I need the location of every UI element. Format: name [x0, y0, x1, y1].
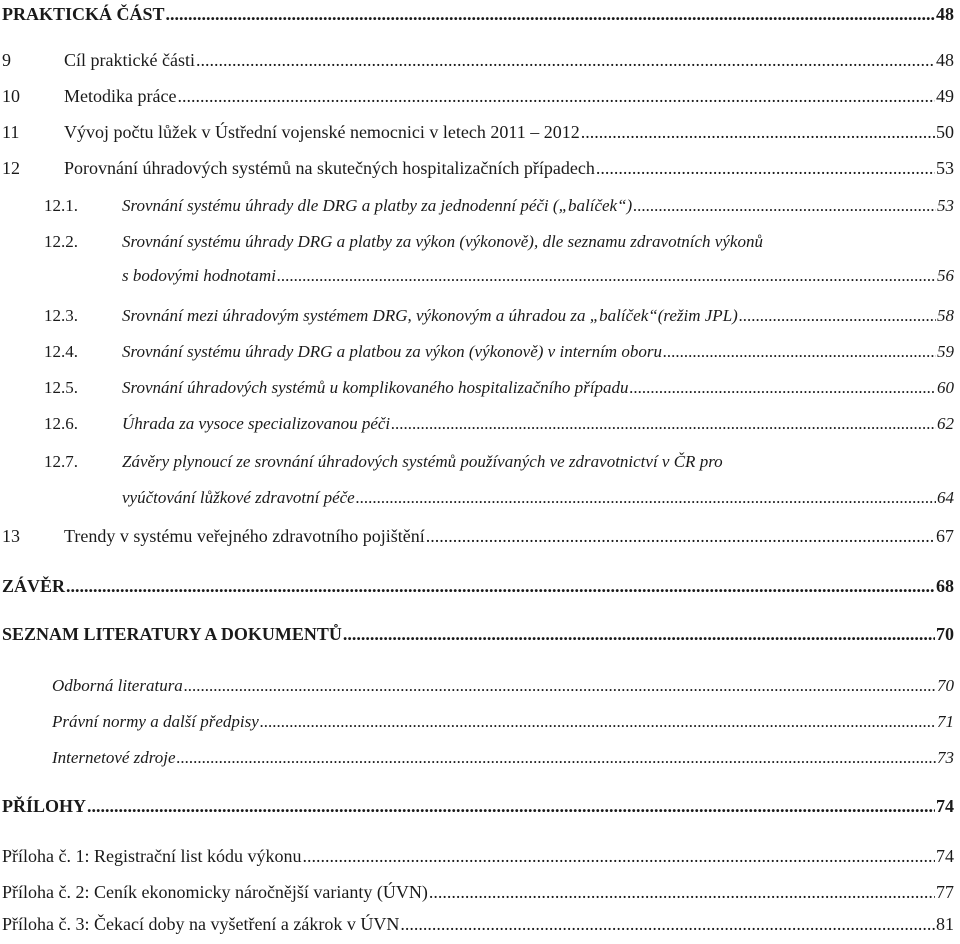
- toc-leader: [739, 306, 936, 326]
- toc-page-number: 62: [937, 414, 954, 433]
- toc-entry-prilohy[interactable]: [0, 796, 960, 826]
- toc-title: Příloha č. 3: Čekací doby na vyšetření a zákrok v ÚVN: [2, 914, 400, 934]
- toc-entry-section-12-4[interactable]: [0, 342, 960, 372]
- toc-number: 12: [2, 158, 20, 178]
- toc-entry-section-12-2[interactable]: [0, 232, 960, 298]
- toc-title: Odborná literatura: [52, 676, 183, 695]
- toc-leader: [663, 342, 936, 362]
- toc-page-number: 74: [936, 796, 954, 816]
- toc-entry-chapter-11[interactable]: [0, 122, 960, 152]
- toc-page-number: 77: [936, 882, 954, 902]
- toc-entry-section-12-5[interactable]: [0, 378, 960, 408]
- toc-page-number: 70: [937, 676, 954, 695]
- toc-page-number: 73: [937, 748, 954, 767]
- toc-title: Porovnání úhradových systémů na skutečných hospitalizačních případech: [64, 158, 595, 178]
- toc-page-number: 50: [936, 122, 954, 142]
- toc-leader: [277, 266, 936, 286]
- toc-entry-priloha-3[interactable]: [0, 914, 960, 944]
- toc-number: 12.3.: [44, 306, 78, 325]
- toc-leader: [596, 158, 935, 179]
- toc-leader: [184, 676, 936, 696]
- toc-number: 11: [2, 122, 20, 142]
- toc-entry-internetove-zdroje[interactable]: [0, 748, 960, 778]
- toc-title: ZÁVĚR: [2, 576, 66, 596]
- toc-number: 12.1.: [44, 196, 78, 215]
- toc-title: PRAKTICKÁ ČÁST: [2, 4, 165, 24]
- toc-title: s bodovými hodnotami: [122, 266, 276, 285]
- toc-entry-chapter-9[interactable]: [0, 50, 960, 80]
- toc-title: Vývoj počtu lůžek v Ústřední vojenské nemocnici v letech 2011 – 2012: [64, 122, 580, 142]
- toc-title: Srovnání systému úhrady dle DRG a platby za jednodenní péči („balíček“): [122, 196, 633, 215]
- toc-page-number: 74: [936, 846, 954, 866]
- toc-entry-chapter-12[interactable]: [0, 158, 960, 188]
- toc-page-number: 49: [936, 86, 954, 106]
- toc-title: SEZNAM LITERATURY A DOKUMENTŮ: [2, 624, 342, 644]
- toc-page-number: 81: [936, 914, 954, 934]
- toc-title: Příloha č. 1: Registrační list kódu výkonu: [2, 846, 302, 866]
- toc-leader: [196, 50, 935, 71]
- toc-entry-chapter-10[interactable]: [0, 86, 960, 116]
- toc-page-number: 53: [936, 158, 954, 178]
- toc-leader: [177, 748, 936, 768]
- toc-entry-section-12-6[interactable]: [0, 414, 960, 444]
- toc-leader: [166, 4, 935, 25]
- toc-leader: [633, 196, 936, 216]
- toc-title: Právní normy a další předpisy: [52, 712, 259, 731]
- toc-page-number: 60: [937, 378, 954, 397]
- toc-leader: [426, 526, 935, 547]
- toc-number: 12.2.: [44, 232, 78, 251]
- toc-leader: [400, 914, 935, 935]
- toc-number: 9: [2, 50, 11, 70]
- toc-entry-seznam-literatury[interactable]: [0, 624, 960, 654]
- toc-leader: [343, 624, 935, 645]
- toc-leader: [177, 86, 935, 107]
- toc-title-line-1: Srovnání systému úhrady DRG a platby za výkon (výkonově), dle seznamu zdravotních výkonů: [122, 232, 763, 251]
- toc-leader: [302, 846, 935, 867]
- toc-page-number: 68: [936, 576, 954, 596]
- toc-number: 12.7.: [44, 452, 78, 471]
- toc-page-number: 64: [937, 488, 954, 507]
- toc-number: 12.4.: [44, 342, 78, 361]
- toc-entry-prakticka-cast[interactable]: [0, 4, 960, 34]
- toc-page-number: 67: [936, 526, 954, 546]
- toc-entry-chapter-13[interactable]: [0, 526, 960, 556]
- toc-title: Trendy v systému veřejného zdravotního pojištění: [64, 526, 425, 546]
- toc-leader: [429, 882, 935, 903]
- toc-page-number: 56: [937, 266, 954, 285]
- toc-page-number: 48: [936, 50, 954, 70]
- toc-title: vyúčtování lůžkové zdravotní péče: [122, 488, 355, 507]
- toc-leader: [391, 414, 936, 434]
- toc-title: Příloha č. 2: Ceník ekonomicky náročnější varianty (ÚVN): [2, 882, 428, 902]
- toc-entry-odborna-literatura[interactable]: [0, 676, 960, 706]
- toc-page-number: 53: [937, 196, 954, 215]
- toc-leader: [87, 796, 935, 817]
- toc-entry-section-12-3[interactable]: [0, 306, 960, 336]
- toc-entry-section-12-7[interactable]: [0, 452, 960, 518]
- toc-entry-priloha-1[interactable]: [0, 846, 960, 876]
- toc-title: PŘÍLOHY: [2, 796, 87, 816]
- toc-title: Srovnání úhradových systémů u komplikovaného hospitalizačního případu: [122, 378, 629, 397]
- toc-entry-section-12-1[interactable]: [0, 196, 960, 226]
- toc-leader: [66, 576, 935, 597]
- toc-page-number: 59: [937, 342, 954, 361]
- toc-page-number: 71: [937, 712, 954, 731]
- toc-title: Srovnání mezi úhradovým systémem DRG, výkonovým a úhradou za „balíček“(režim JPL): [122, 306, 738, 325]
- toc-page-number: 70: [936, 624, 954, 644]
- toc-title: Metodika práce: [64, 86, 177, 106]
- toc-number: 12.6.: [44, 414, 78, 433]
- toc-leader: [356, 488, 936, 508]
- toc-leader: [629, 378, 936, 398]
- toc-title: Cíl praktické části: [64, 50, 195, 70]
- toc-entry-zaver[interactable]: [0, 576, 960, 606]
- toc-title: Úhrada za vysoce specializovanou péči: [122, 414, 391, 433]
- toc-number: 12.5.: [44, 378, 78, 397]
- toc-leader: [260, 712, 936, 732]
- toc-page-number: 58: [937, 306, 954, 325]
- toc-number: 10: [2, 86, 20, 106]
- toc-title: Srovnání systému úhrady DRG a platbou za výkon (výkonově) v interním oboru: [122, 342, 662, 361]
- toc-title-line-1: Závěry plynoucí ze srovnání úhradových systémů používaných ve zdravotnictví v ČR pro: [122, 452, 723, 471]
- toc-page-number: 48: [936, 4, 954, 24]
- toc-entry-priloha-2[interactable]: [0, 882, 960, 912]
- toc-number: 13: [2, 526, 20, 546]
- toc-leader: [581, 122, 935, 143]
- toc-entry-pravni-normy[interactable]: [0, 712, 960, 742]
- toc-title: Internetové zdroje: [52, 748, 176, 767]
